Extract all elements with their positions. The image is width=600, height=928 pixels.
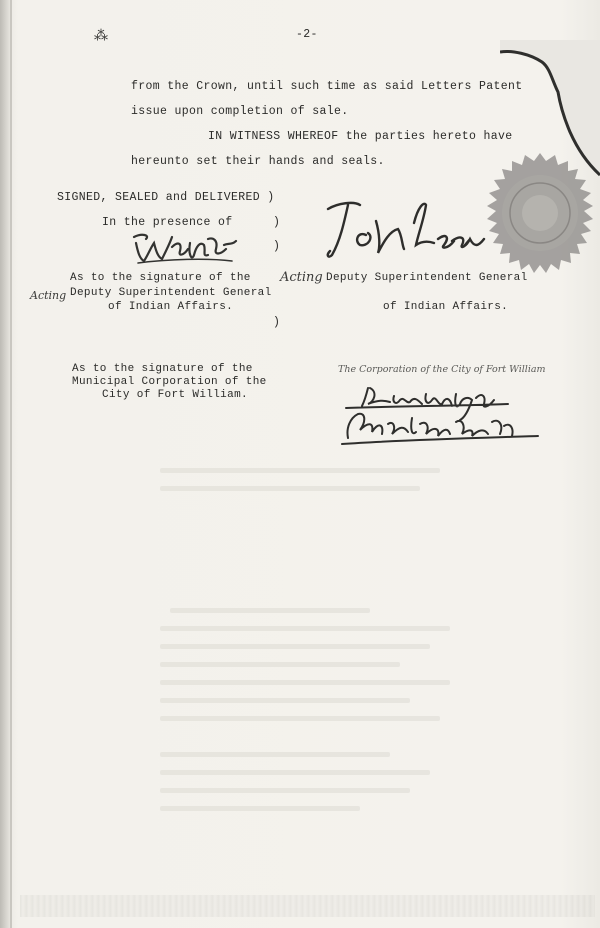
bleed-through-line-1 xyxy=(160,468,440,473)
as-to-signature-of: As to the signature of the xyxy=(70,272,251,284)
bleed-through-line-11 xyxy=(160,770,430,775)
municipal-line-1: As to the signature of the xyxy=(72,363,253,375)
acting-annotation-right: Acting xyxy=(280,270,323,285)
bleed-through-line-12 xyxy=(160,788,410,793)
indian-affairs-left: of Indian Affairs. xyxy=(108,301,234,313)
bracket-paren-3: ) xyxy=(273,316,281,329)
bleed-through-line-4 xyxy=(160,626,450,631)
municipal-line-2: Municipal Corporation of the xyxy=(72,376,267,388)
in-presence-of: In the presence of xyxy=(102,216,233,229)
body-line-4: hereunto set their hands and seals. xyxy=(131,155,385,168)
municipal-line-3: City of Fort William. xyxy=(102,389,248,401)
bleed-through-line-10 xyxy=(160,752,390,757)
bleed-through-line-2 xyxy=(160,486,420,491)
body-line-1: from the Crown, until such time as said Letters Patent xyxy=(131,80,523,93)
page-number: -2- xyxy=(296,28,318,41)
corner-mark: ⁂ xyxy=(94,28,108,44)
page-fold-line xyxy=(10,0,12,928)
deputy-superintendent-signature xyxy=(318,195,490,265)
body-line-3: IN WITNESS WHEREOF the parties hereto have xyxy=(208,130,513,143)
bottom-edge-smudge xyxy=(20,895,595,917)
municipal-signatures xyxy=(338,378,568,456)
bleed-through-line-13 xyxy=(160,806,360,811)
body-line-2: issue upon completion of sale. xyxy=(131,105,349,118)
bleed-through-line-7 xyxy=(160,680,450,685)
indian-affairs-right: of Indian Affairs. xyxy=(383,301,509,313)
embossed-seal xyxy=(484,150,596,276)
bleed-through-line-6 xyxy=(160,662,400,667)
bleed-through-line-5 xyxy=(160,644,430,649)
deputy-superintendent-right: Deputy Superintendent General xyxy=(326,272,528,284)
witness-signature xyxy=(128,225,240,267)
bracket-paren-1: ) xyxy=(273,216,281,229)
bleed-through-line-8 xyxy=(160,698,410,703)
bracket-paren-2: ) xyxy=(273,240,281,253)
page-binding-edge xyxy=(0,0,10,928)
bleed-through-line-9 xyxy=(160,716,440,721)
signed-sealed-delivered: SIGNED, SEALED and DELIVERED ) xyxy=(57,191,275,204)
corporation-stamp: The Corporation of the City of Fort William xyxy=(338,364,546,375)
acting-annotation-left: Acting xyxy=(30,289,67,302)
bleed-through-line-3 xyxy=(170,608,370,613)
deputy-superintendent-left: Deputy Superintendent General xyxy=(70,287,272,299)
